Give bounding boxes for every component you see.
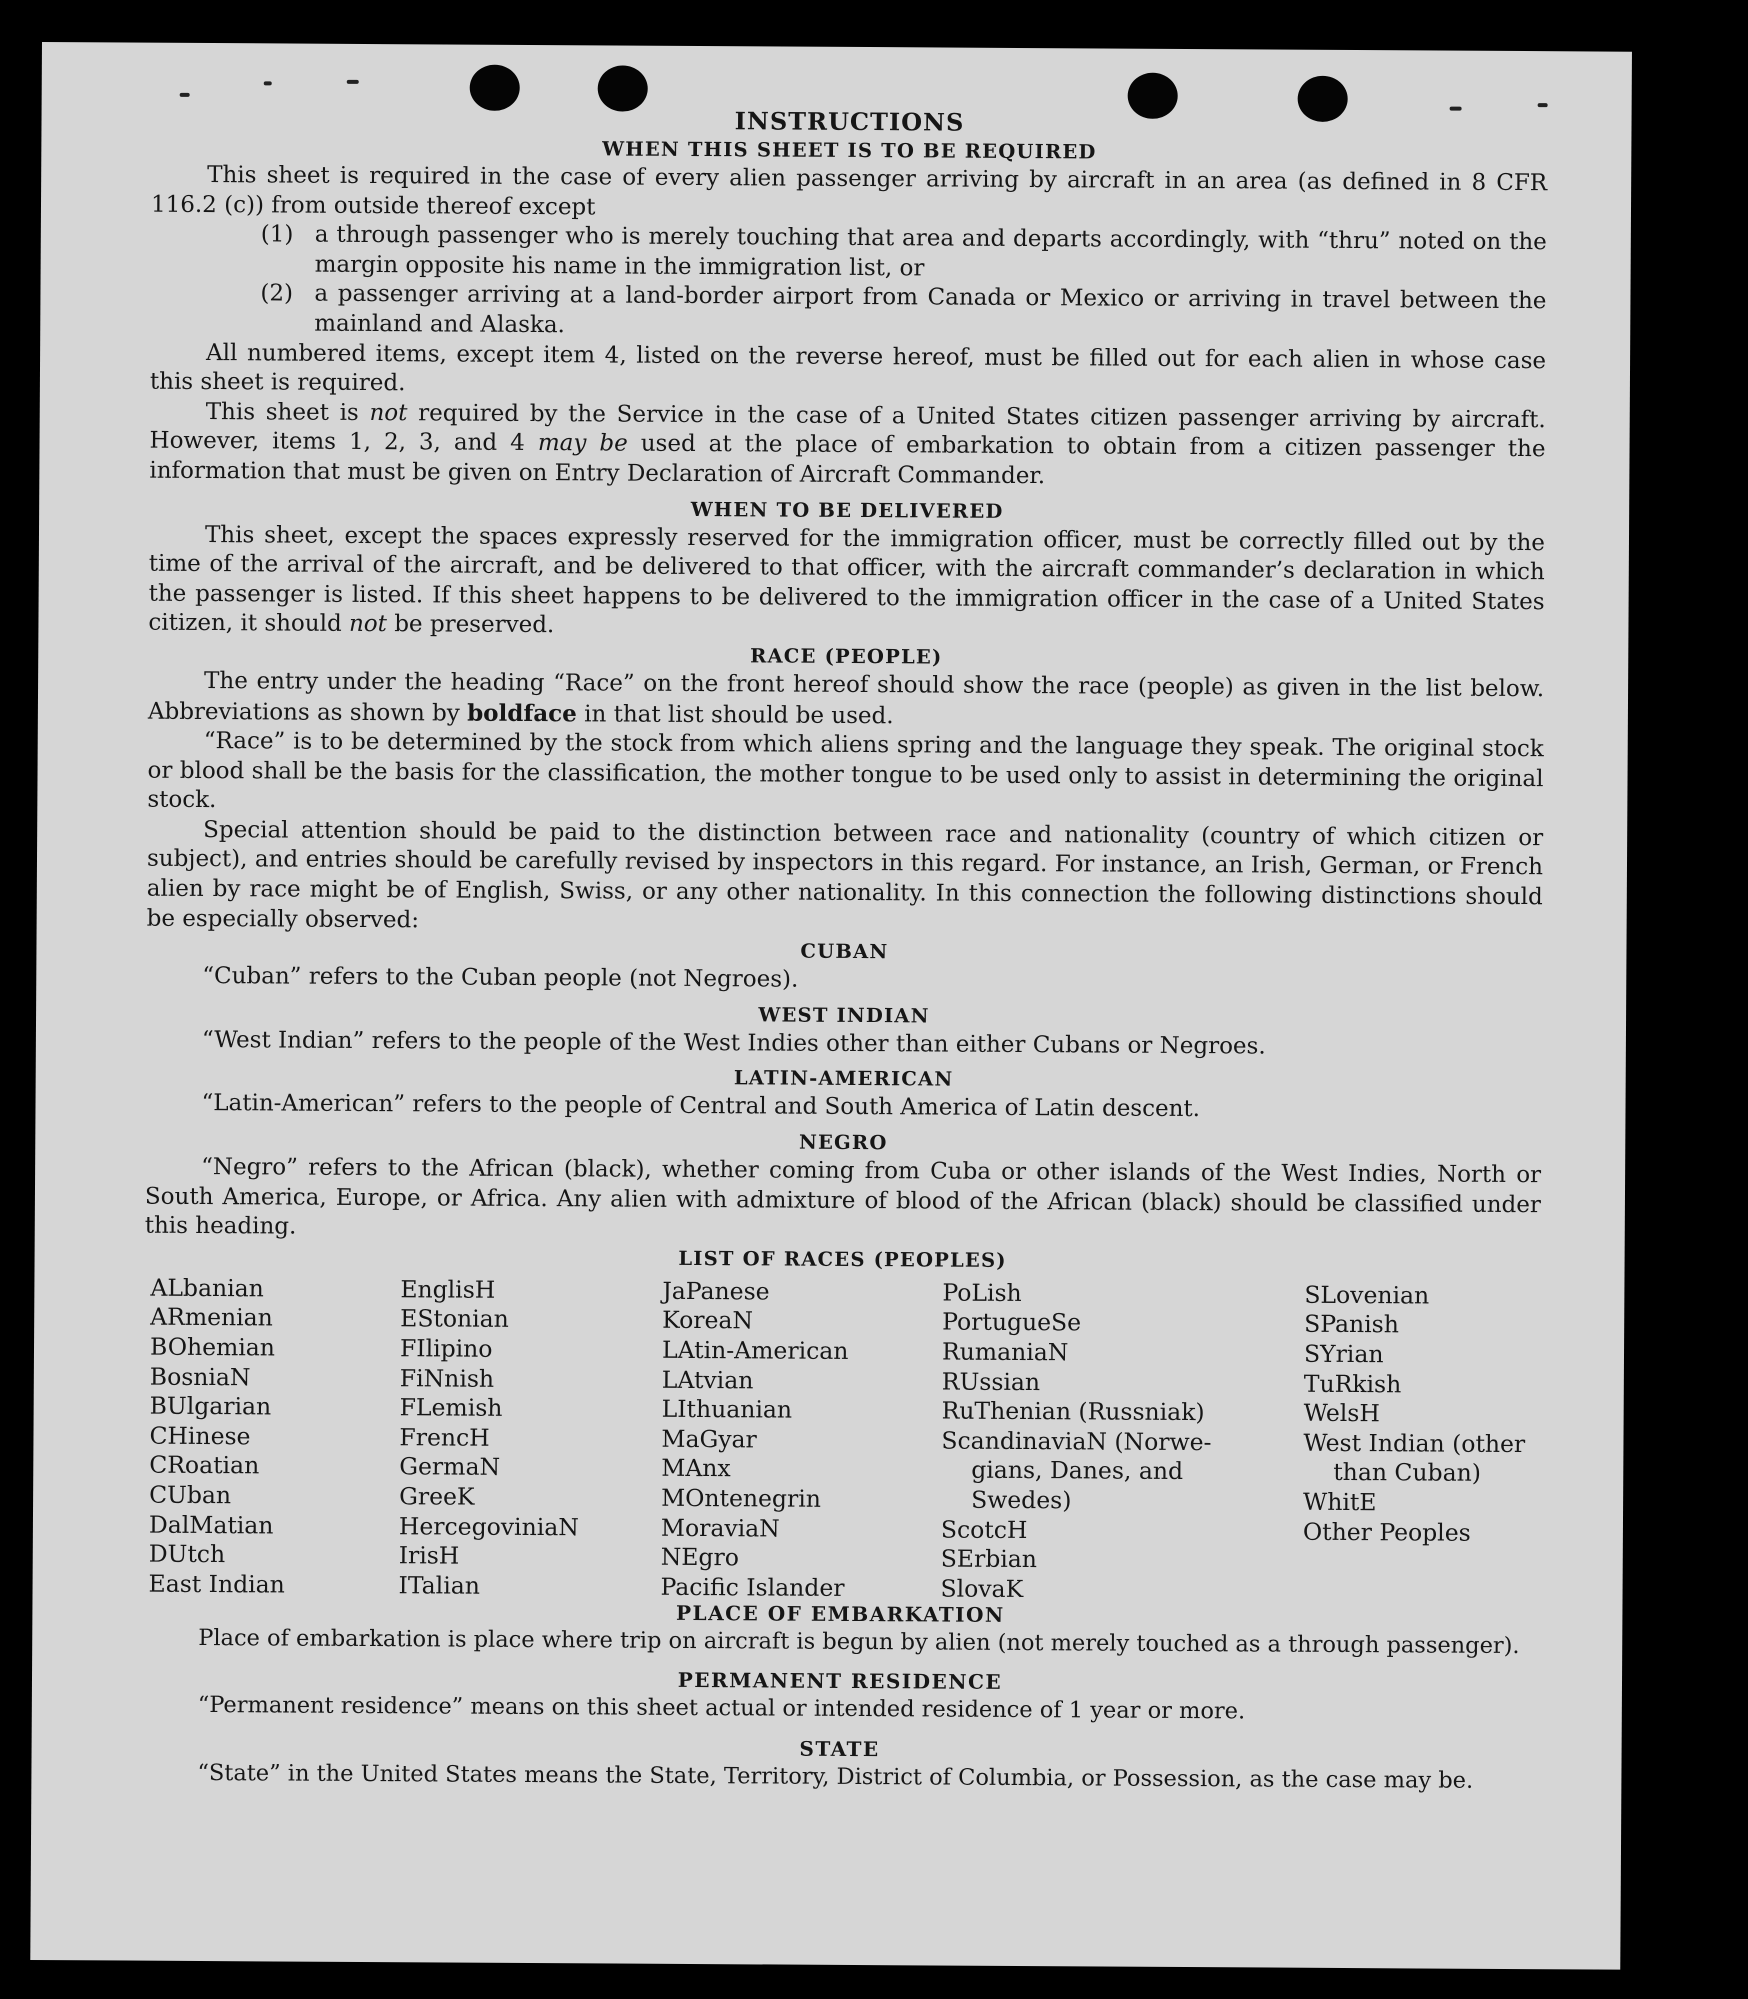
section-heading: RACE (PEOPLE) [750, 644, 943, 669]
scan-speck [264, 81, 272, 85]
race-item: ALbanian [150, 1273, 264, 1303]
section-heading: PERMANENT RESIDENCE [677, 1668, 1003, 1695]
list-item [151, 220, 1547, 288]
list-item [150, 279, 1546, 347]
race-item: RumaniaN [941, 1337, 1069, 1367]
race-item: Other Peoples [1302, 1517, 1471, 1547]
paragraph: Special attention should be paid to the distinction between race and nationality (country of which citizen or subject), and entries should be carefully revised by inspectors in this regard. For instance, an Irish, German, or French alien by race might be of English, Swiss, or any other nationality. In this connection the following distinctions should be especially observed: [146, 816, 1544, 933]
paragraph: “Permanent residence” means on this sheet actual or intended residence of 1 year or more. [197, 1692, 1246, 1725]
page-title: INSTRUCTIONS [734, 106, 965, 137]
race-item: East Indian [148, 1569, 285, 1599]
race-item: EStonian [400, 1304, 509, 1334]
races-column-4 [940, 1278, 1212, 1605]
race-item: gians, Danes, and [971, 1456, 1184, 1486]
race-item: NEgro [660, 1542, 739, 1572]
text-run: required by the Service in the case of a United States citizen passenger arriving by aircraft. However, items 1, 2, 3, and 4 [149, 399, 1546, 457]
races-column-2 [398, 1275, 580, 1602]
race-item: than Cuban) [1333, 1458, 1482, 1488]
paragraph: “Negro” refers to the African (black), whether coming from Cuba or other islands of the West Indies, North or South America, Europe, or Africa. Any alien with admixture of blood of the African (black) should be classified under this heading. [144, 1154, 1542, 1240]
race-item: PoLish [942, 1278, 1022, 1307]
races-column-1 [148, 1273, 286, 1599]
race-item: GreeK [399, 1482, 475, 1511]
section-heading: LIST OF RACES (PEOPLES) [678, 1246, 1007, 1272]
section-heading: PLACE OF EMBARKATION [675, 1600, 1005, 1627]
italic-text: may be [537, 430, 628, 457]
scan-speck [347, 80, 359, 84]
text-run: in that list should be used. [576, 700, 894, 729]
italic-text: not [348, 611, 388, 638]
race-item: MoraviaN [660, 1513, 780, 1543]
text-run: The entry under the heading “Race” on the front hereof should show the race (people) as given in the list below. Abbreviations as shown by [147, 667, 1545, 727]
race-item: ScandinaviaN (Norwe- [941, 1426, 1212, 1456]
race-item: LIthuanian [661, 1394, 793, 1424]
text-run: used at the place of embarkation to obtain from a citizen passenger the information that must be given on Entry Declaration of Aircraft Commander. [149, 430, 1546, 490]
paragraph [149, 397, 1546, 494]
race-item: CRoatian [149, 1451, 260, 1480]
race-item: WhitE [1303, 1487, 1377, 1517]
paragraph: This sheet is required in the case of every alien passenger arriving by aircraft in an area (as defined in 8 CFR 116.2 (c)) from outside thereof except [150, 162, 1548, 220]
race-item: CUban [149, 1480, 232, 1510]
race-item: WelsH [1303, 1398, 1380, 1428]
race-item: SlovaK [940, 1574, 1024, 1603]
paragraph: “Race” is to be determined by the stock from which aliens spring and the language they speak. The original stock or blood shall be the basis for the classification, the mother tongue to be used only to assist in determining the original stock. [147, 728, 1544, 814]
races-column-3 [660, 1277, 848, 1604]
item-text: a through passenger who is merely touching that area and departs accordingly, with “thru” noted on the margin opposite his name in the immigration list, or [314, 221, 1547, 282]
race-item: MaGyar [661, 1424, 757, 1454]
race-item: RUssian [941, 1367, 1041, 1396]
race-item: FIlipino [399, 1334, 493, 1363]
text-run: This sheet is [205, 398, 370, 426]
section-heading: WHEN TO BE DELIVERED [690, 497, 1004, 523]
paragraph: All numbered items, except item 4, listed on the reverse hereof, must be filled out for each alien in whose case this sheet is required. [149, 339, 1547, 397]
race-item: SLovenian [1304, 1280, 1430, 1310]
paragraph [148, 667, 1544, 736]
text-run: be preserved. [386, 611, 555, 639]
races-column-5 [1303, 1281, 1526, 1549]
race-item: EnglisH [400, 1275, 496, 1304]
race-item: LAtvian [661, 1365, 754, 1394]
section-heading: LATIN-AMERICAN [733, 1066, 954, 1092]
race-item: West Indian (other [1303, 1428, 1526, 1458]
item-number: (2) [260, 280, 294, 307]
italic-text: not [369, 399, 408, 426]
race-item: GermaN [399, 1452, 501, 1482]
section-heading: WHEN THIS SHEET IS TO BE REQUIRED [602, 137, 1097, 164]
paragraph: “Latin-American” refers to the people of Central and South America of Latin descent. [201, 1090, 1201, 1123]
race-item: BosniaN [149, 1362, 251, 1391]
race-item: BOhemian [149, 1332, 276, 1362]
race-item: SErbian [940, 1544, 1038, 1574]
scan-speck [1538, 103, 1548, 107]
document-page [30, 42, 1632, 1970]
race-item: Swedes) [971, 1485, 1072, 1515]
paragraph: “Cuban” refers to the Cuban people (not Negroes). [202, 963, 799, 993]
race-item: DalMatian [148, 1510, 274, 1540]
instructions-content [141, 103, 1547, 1797]
race-item: TuRkish [1303, 1369, 1402, 1398]
race-item: Pacific Islander [660, 1572, 845, 1602]
race-item: PortugueSe [942, 1307, 1082, 1337]
item-text: a passenger arriving at a land-border airport from Canada or Mexico or arriving in travel between the mainland and Alaska. [314, 281, 1547, 339]
lower-sections [141, 1595, 1538, 1796]
race-item: MAnx [661, 1454, 731, 1483]
race-item: FiNnish [399, 1363, 495, 1393]
race-item: ScotcH [940, 1515, 1028, 1544]
race-item: RuThenian (Russniak) [941, 1396, 1205, 1427]
section-heading: NEGRO [798, 1130, 888, 1155]
race-item: FLemish [399, 1393, 503, 1423]
scan-speck [180, 93, 190, 97]
bold-text: boldface [467, 699, 577, 727]
paragraph: Place of embarkation is place where trip on aircraft is begun by alien (not merely touched as a through passenger). [198, 1624, 1520, 1659]
text-run: This sheet, except the spaces expressly reserved for the immigration officer, must be correctly filled out by the time of the arrival of the aircraft, and be delivered to that officer, with the aircraft commander’s declaration in which the passenger is listed. If this sheet happens to be delivered to the immigration officer in the case of a United States citizen, it should [148, 521, 1546, 638]
paragraph: “State” in the United States means the State, Territory, District of Columbia, or Possession, as the case may be. [197, 1759, 1474, 1794]
race-item: LAtin-American [661, 1335, 849, 1365]
race-item: ITalian [398, 1570, 480, 1600]
race-item: BUlgarian [149, 1391, 272, 1421]
race-item: DUtch [148, 1539, 226, 1569]
race-item: IrisH [398, 1541, 460, 1570]
section-heading: CUBAN [800, 939, 889, 964]
paragraph: “West Indian” refers to the people of the West Indies other than either Cubans or Negroes. [201, 1026, 1266, 1060]
race-item: FrencH [399, 1422, 490, 1452]
race-item: MOntenegrin [661, 1483, 821, 1513]
race-item: JaPanese [662, 1276, 770, 1306]
race-item: HercegoviniaN [398, 1511, 579, 1541]
race-item: ARmenian [150, 1303, 273, 1332]
race-item: SYrian [1303, 1339, 1384, 1369]
race-item: KoreaN [662, 1306, 754, 1335]
race-item: SPanish [1304, 1310, 1399, 1339]
section-heading: STATE [799, 1736, 880, 1761]
race-item: CHinese [149, 1421, 251, 1451]
item-number: (1) [260, 221, 294, 248]
paragraph [148, 520, 1545, 647]
races-list [143, 1273, 1541, 1603]
section-heading: WEST INDIAN [758, 1003, 930, 1028]
